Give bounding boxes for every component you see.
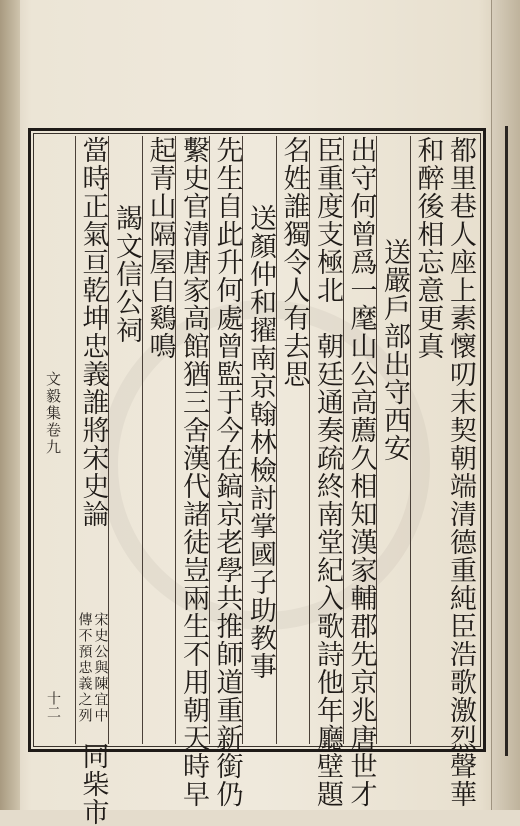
column-text: 和醉後相忘意更真 (412, 136, 444, 360)
column-text: 當時正氣亘乾坤忠義誰將宋史論 (77, 136, 109, 528)
text-column (376, 136, 411, 744)
page-number: 十二 (45, 691, 61, 719)
text-frame (28, 128, 486, 826)
text-column (276, 136, 311, 744)
column-text: 都里巷人座上素懷叨末契朝端清德重純臣浩歌激烈聲華 (445, 136, 476, 808)
column-text: 起青山隔屋自鷄鳴 (144, 136, 176, 360)
text-column (108, 136, 143, 744)
spine-shadow (0, 0, 20, 810)
adjacent-leaf-border (505, 126, 514, 756)
text-column (343, 136, 378, 808)
column-text: 繫史官清唐家高館猶三舍漢代諸徒豈兩生不用朝天時早 (178, 136, 209, 808)
text-column (242, 136, 277, 744)
annotation-left: 傳不預忠義之列 (76, 612, 93, 724)
column-text: 送嚴戶部出守西安 (379, 238, 410, 462)
column-tail-text: 同柴市 (77, 742, 109, 826)
text-column (75, 136, 110, 826)
text-column (209, 136, 244, 808)
column-text: 先生自此升何處曾監于今在鎬京老學共推師道重新銜仍 (211, 136, 243, 808)
text-column (175, 136, 210, 808)
column-text: 臣重度支極北 朝廷通奏疏終南堂紀入歌詩他年廳壁題 (312, 136, 343, 808)
column-text: 謁文信公祠 (111, 204, 142, 344)
text-column (142, 136, 177, 744)
ban-xin-title: 文毅集卷九 (44, 371, 62, 456)
column-text: 出守何曾爲一麾山公高薦久相知漢家輔郡先京兆唐世才 (345, 136, 377, 808)
annotation-right: 宋史公與陳宜中 (92, 612, 109, 724)
text-column (410, 136, 445, 744)
text-column (309, 136, 344, 808)
text-column (443, 136, 477, 808)
adjacent-leaf (491, 0, 520, 810)
column-text: 送顏仲和擢南京翰林檢討掌國子助教事 (245, 204, 276, 680)
column-text: 名姓誰獨令人有去思 (278, 136, 310, 388)
